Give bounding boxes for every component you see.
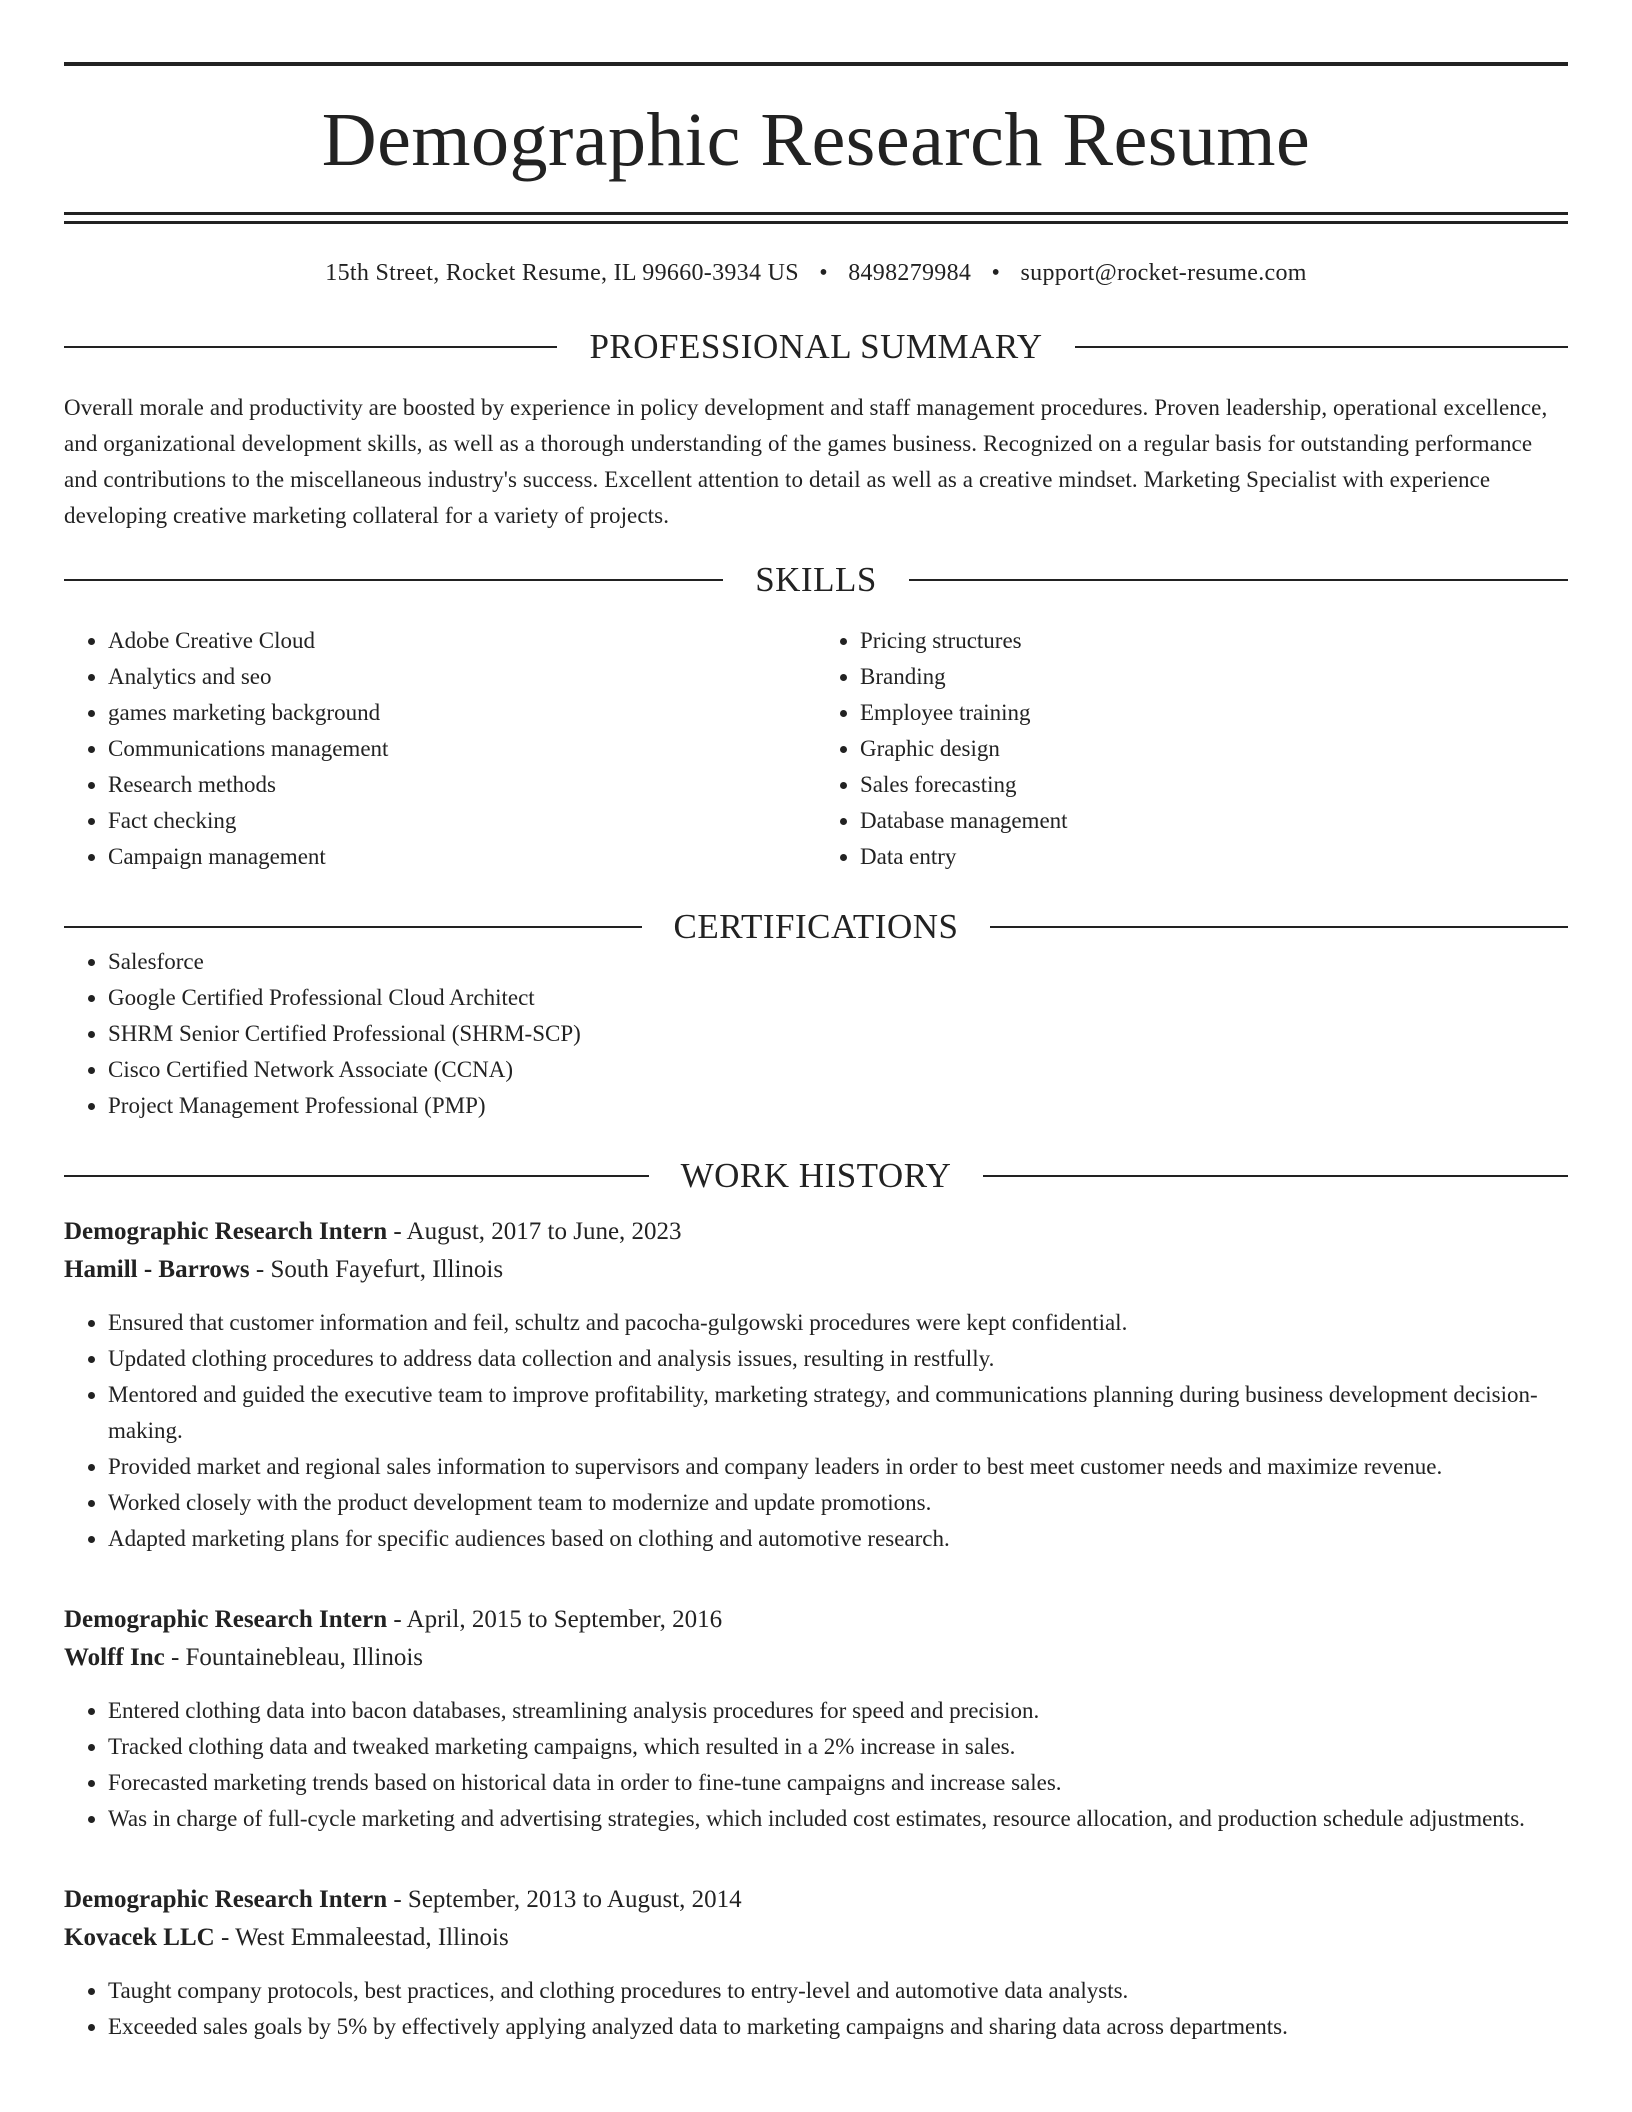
certification-item: • SHRM Senior Certified Professional (SHRM-SCP) [108, 1016, 1568, 1052]
certifications-title: CERTIFICATIONS [673, 907, 959, 946]
skill-item: • Branding [860, 659, 1568, 695]
skill-item: • Pricing structures [860, 623, 1568, 659]
contact-address: 15th Street, Rocket Resume, IL 99660-3934 US [325, 260, 799, 286]
job-location: - West Emmaleestad, Illinois [214, 1924, 509, 1951]
job-bullet: • Provided market and regional sales information to supervisors and company leaders in order to best meet customer needs and maximize revenue. [108, 1449, 1568, 1485]
skill-item: • games marketing background [108, 695, 816, 731]
job-company: Wolff Inc [64, 1644, 165, 1671]
job-role-line [64, 1213, 1568, 1251]
skill-item: • Adobe Creative Cloud [108, 623, 816, 659]
skills-columns [64, 623, 1568, 875]
job-dates: - April, 2015 to September, 2016 [387, 1606, 723, 1633]
job-location: - South Fayefurt, Illinois [249, 1256, 504, 1283]
skill-item: • Employee training [860, 695, 1568, 731]
job-bullet: • Mentored and guided the executive team to improve profitability, marketing strategy, and communications planning during business development decision-making. [108, 1377, 1568, 1449]
job-role-line [64, 1881, 1568, 1919]
skills-list-right [816, 623, 1568, 875]
skills-title: SKILLS [755, 560, 877, 599]
contact-separator: • [991, 260, 1001, 286]
heading-rule-right [983, 1175, 1568, 1177]
contact-separator: • [819, 260, 828, 286]
certifications-list [64, 944, 1568, 1124]
summary-text: Overall morale and productivity are boosted by experience in policy development and staff management procedures. Proven leadership, operational excellence, and organizational development skills, as well as a thorough understanding of the games business. Recognized on a regular basis for outstanding performance and contributions to the miscellaneous industry's success. Excellent attention to detail as well as a creative mindset. Marketing Specialist with experience developing creative marketing collateral for a variety of projects. [64, 395, 1548, 528]
job-bullet: • Was in charge of full-cycle marketing and advertising strategies, which included cost estimates, resource allocation, and production schedule adjustments. [108, 1801, 1568, 1837]
contact-line [64, 260, 1568, 287]
contact-phone: 8498279984 [848, 260, 972, 286]
job-bullet: • Worked closely with the product development team to modernize and update promotions. [108, 1485, 1568, 1521]
job-role-line [64, 1601, 1568, 1639]
job-company-line [64, 1639, 1568, 1677]
job-dates: - September, 2013 to August, 2014 [387, 1886, 742, 1913]
heading-rule-left [64, 926, 642, 928]
work-title: WORK HISTORY [680, 1156, 952, 1195]
job-bullet: • Adapted marketing plans for specific audiences based on clothing and automotive research. [108, 1521, 1568, 1557]
skill-item: • Data entry [860, 839, 1568, 875]
summary-title: PROFESSIONAL SUMMARY [589, 327, 1043, 366]
job-company-line [64, 1251, 1568, 1289]
job-bullet: • Forecasted marketing trends based on historical data in order to fine-tune campaigns and increase sales. [108, 1765, 1568, 1801]
job-entry [64, 1213, 1568, 1557]
certification-item: • Project Management Professional (PMP) [108, 1088, 1568, 1124]
heading-rule-left [64, 579, 723, 581]
skills-heading [64, 562, 1568, 597]
job-bullets [64, 1693, 1568, 1837]
heading-rule-right [990, 926, 1568, 928]
skill-item: • Graphic design [860, 731, 1568, 767]
skill-item: • Fact checking [108, 803, 816, 839]
job-bullet: • Exceeded sales goals by 5% by effectively applying analyzed data to marketing campaigns and sharing data across departments. [108, 2009, 1568, 2045]
top-rule [64, 62, 1568, 66]
job-company-line [64, 1919, 1568, 1957]
skill-item: • Campaign management [108, 839, 816, 875]
heading-rule-right [909, 579, 1568, 581]
skill-item: • Sales forecasting [860, 767, 1568, 803]
skill-item: • Database management [860, 803, 1568, 839]
heading-rule-left [64, 1175, 649, 1177]
job-entry [64, 1601, 1568, 1837]
skill-item: • Communications management [108, 731, 816, 767]
heading-rule-left [64, 346, 557, 348]
certification-item: • Google Certified Professional Cloud Architect [108, 980, 1568, 1016]
job-bullets [64, 1973, 1568, 2045]
job-dates: - August, 2017 to June, 2023 [387, 1218, 682, 1245]
job-bullet: • Taught company protocols, best practices, and clothing procedures to entry-level and automotive data analysts. [108, 1973, 1568, 2009]
certifications-heading [64, 909, 1568, 944]
resume-page [64, 0, 1568, 2045]
job-role: Demographic Research Intern [64, 1886, 388, 1913]
job-entry [64, 1881, 1568, 2045]
job-bullet: • Entered clothing data into bacon databases, streamlining analysis procedures for speed and precision. [108, 1693, 1568, 1729]
job-company: Hamill - Barrows [64, 1256, 250, 1283]
job-role: Demographic Research Intern [64, 1606, 388, 1633]
contact-email[interactable]: support@rocket-resume.com [1020, 260, 1307, 286]
work-heading [64, 1158, 1568, 1193]
certification-item: • Cisco Certified Network Associate (CCNA) [108, 1052, 1568, 1088]
job-location: - Fountainebleau, Illinois [164, 1644, 423, 1671]
heading-rule-right [1075, 346, 1568, 348]
skills-list-left [64, 623, 816, 875]
skill-item: • Analytics and seo [108, 659, 816, 695]
job-bullet: • Tracked clothing data and tweaked marketing campaigns, which resulted in a 2% increase in sales. [108, 1729, 1568, 1765]
job-bullet: • Updated clothing procedures to address data collection and analysis issues, resulting in restfully. [108, 1341, 1568, 1377]
resume-title: Demographic Research Resume [321, 98, 1311, 182]
job-bullet: • Ensured that customer information and feil, schultz and pacocha-gulgowski procedures were kept confidential. [108, 1305, 1568, 1341]
job-role: Demographic Research Intern [64, 1218, 388, 1245]
skill-item: • Research methods [108, 767, 816, 803]
certification-item: • Salesforce [108, 944, 1568, 980]
job-bullets [64, 1305, 1568, 1557]
summary-heading [64, 329, 1568, 364]
double-rule [64, 212, 1568, 224]
job-company: Kovacek LLC [64, 1924, 215, 1951]
